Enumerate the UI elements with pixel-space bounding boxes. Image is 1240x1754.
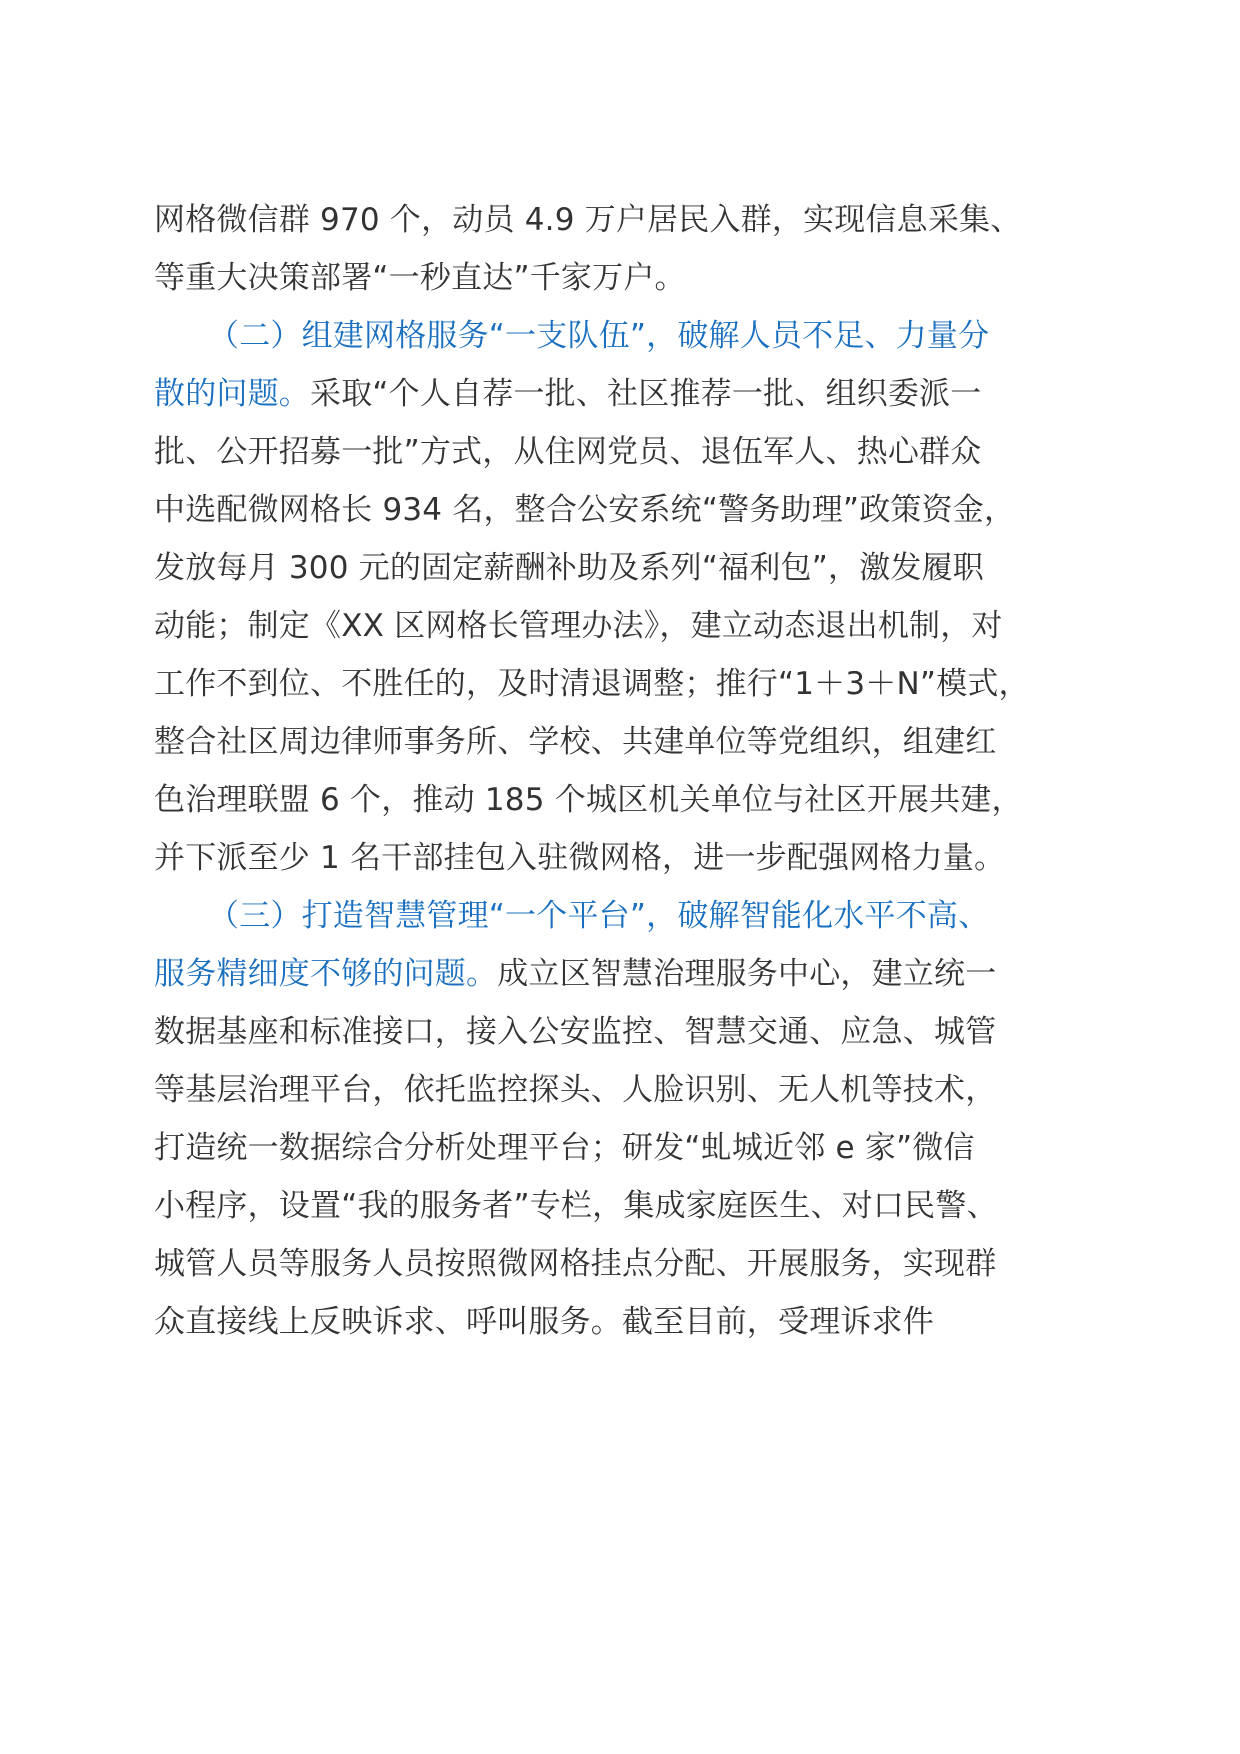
body-line bbox=[154, 1244, 996, 1284]
body-text: 数据基座和标准接口，接入公安监控、智慧交通、应急、城管 bbox=[154, 1014, 997, 1050]
body-text: 网格微信群 970 个，动员 4.9 万户居民入群，实现信息采集、 bbox=[154, 202, 1022, 238]
body-text: 采取“个人自荐一批、社区推荐一批、组织委派一 bbox=[310, 376, 982, 412]
body-text: 色治理联盟 6 个，推动 185 个城区机关单位与社区开展共建， bbox=[154, 782, 1023, 818]
body-line bbox=[154, 780, 1023, 820]
body-text: 众直接线上反映诉求、呼叫服务。截至目前，受理诉求件 bbox=[154, 1304, 934, 1340]
body-line bbox=[154, 374, 981, 414]
body-line bbox=[154, 1070, 996, 1110]
body-line bbox=[154, 606, 1003, 646]
body-text: 打造统一数据综合分析处理平台；研发“虬城近邻 e 家”微信 bbox=[154, 1130, 975, 1166]
body-text: 工作不到位、不胜任的，及时清退调整；推行“1＋3＋N”模式， bbox=[154, 666, 1030, 702]
body-text: 并下派至少 1 名干部挂包入驻微网格，进一步配强网格力量。 bbox=[154, 840, 1006, 876]
body-text: 成立区智慧治理服务中心，建立统一 bbox=[497, 956, 997, 992]
body-line bbox=[154, 1128, 975, 1168]
section-heading-line bbox=[208, 896, 989, 936]
body-text: 动能；制定《XX 区网格长管理办法》，建立动态退出机制，对 bbox=[154, 608, 1003, 644]
section-heading-2: （二）组建网格服务“一支队伍”，破解人员不足、力量分 bbox=[208, 318, 990, 354]
section-heading-3: （三）打造智慧管理“一个平台”，破解智能化水平不高、 bbox=[208, 898, 990, 934]
body-line bbox=[154, 664, 1030, 704]
body-line bbox=[154, 838, 1005, 878]
body-line bbox=[154, 490, 1015, 530]
body-line bbox=[154, 722, 996, 762]
section-heading-3-continued: 服务精细度不够的问题。 bbox=[154, 956, 498, 992]
section-heading-2-continued: 散的问题。 bbox=[154, 376, 310, 412]
body-line bbox=[154, 200, 1021, 240]
body-text: 等基层治理平台，依托监控探头、人脸识别、无人机等技术， bbox=[154, 1072, 997, 1108]
body-line bbox=[154, 258, 686, 298]
body-line bbox=[154, 548, 984, 588]
body-line bbox=[154, 1186, 998, 1226]
body-line bbox=[154, 954, 996, 994]
body-line bbox=[154, 432, 981, 472]
body-text: 批、公开招募一批”方式，从住网党员、退伍军人、热心群众 bbox=[154, 434, 982, 470]
body-line bbox=[154, 1302, 934, 1342]
section-heading-line bbox=[208, 316, 989, 356]
body-text: 发放每月 300 元的固定薪酬补助及系列“福利包”，激发履职 bbox=[154, 550, 984, 586]
body-text: 等重大决策部署“一秒直达”千家万户。 bbox=[154, 260, 686, 296]
body-text: 城管人员等服务人员按照微网格挂点分配、开展服务，实现群 bbox=[154, 1246, 997, 1282]
body-line bbox=[154, 1012, 996, 1052]
body-text: 小程序，设置“我的服务者”专栏，集成家庭医生、对口民警、 bbox=[154, 1188, 998, 1224]
body-text: 中选配微网格长 934 名，整合公安系统“警务助理”政策资金， bbox=[154, 492, 1016, 528]
body-text: 整合社区周边律师事务所、学校、共建单位等党组织，组建红 bbox=[154, 724, 997, 760]
